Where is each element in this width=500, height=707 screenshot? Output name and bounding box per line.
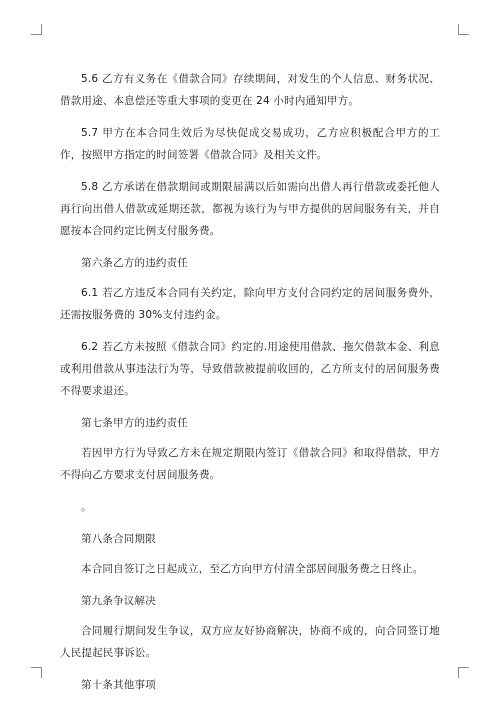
clause-6-2: 6.2 若乙方未按照《借款合同》约定的.用途使用借款、拖欠借款本金、利息或利用借款从事违法行为等，导致借款被提前收回的，乙方所支付的居间服务费不得要求退还。 bbox=[60, 341, 440, 397]
article-9-body: 合同履行期间发生争议，双方应友好协商解决，协商不成的，向合同签订地人民提起民事诉讼。 bbox=[60, 625, 440, 659]
article-9-heading: 第九条争议解决 bbox=[81, 595, 156, 607]
article-10-heading: 第十条其他事项 bbox=[81, 679, 156, 691]
stray-period: 。 bbox=[81, 501, 92, 513]
article-8-body: 本合同自签订之日起成立，至乙方向甲方付清全部居间服务费之日终止。 bbox=[81, 563, 424, 575]
article-8-heading: 第八条合同期限 bbox=[81, 533, 156, 545]
article-7-heading: 第七条甲方的违约责任 bbox=[81, 417, 188, 429]
crop-mark-top-right bbox=[458, 24, 469, 35]
clause-5-8: 5.8 乙方承诺在借款期间或期限届满以后如需向出借人再行借款或委托他人再行向出借人借款或延期还款，都视为该行为与甲方提供的居间服务有关，并自愿按本合同约定比例支付服务费。 bbox=[60, 181, 440, 237]
clause-5-6: 5.6 乙方有义务在《借款合同》存续期间，对发生的个人信息、财务状况、借款用途、本息偿还等重大事项的变更在 24 小时内通知甲方。 bbox=[60, 73, 440, 107]
crop-mark-bottom-right bbox=[458, 667, 469, 678]
article-7-body: 若因甲方行为导致乙方未在规定期限内签订《借款合同》和取得借款，甲方不得向乙方要求支付居间服务费。 bbox=[60, 447, 440, 481]
clause-6-1: 6.1 若乙方违反本合同有关约定，除向甲方支付合同约定的居间服务费外，还需按服务费的 30%支付违约金。 bbox=[60, 287, 440, 321]
article-6-heading: 第六条乙方的违约责任 bbox=[81, 257, 188, 269]
clause-5-7: 5.7 甲方在本合同生效后为尽快促成交易成功，乙方应积极配合甲方的工作，按照甲方指定的时间签署《借款合同》及相关文件。 bbox=[60, 127, 440, 161]
crop-mark-bottom-left bbox=[31, 667, 42, 678]
document-body bbox=[60, 68, 440, 704]
crop-mark-top-left bbox=[31, 24, 42, 35]
